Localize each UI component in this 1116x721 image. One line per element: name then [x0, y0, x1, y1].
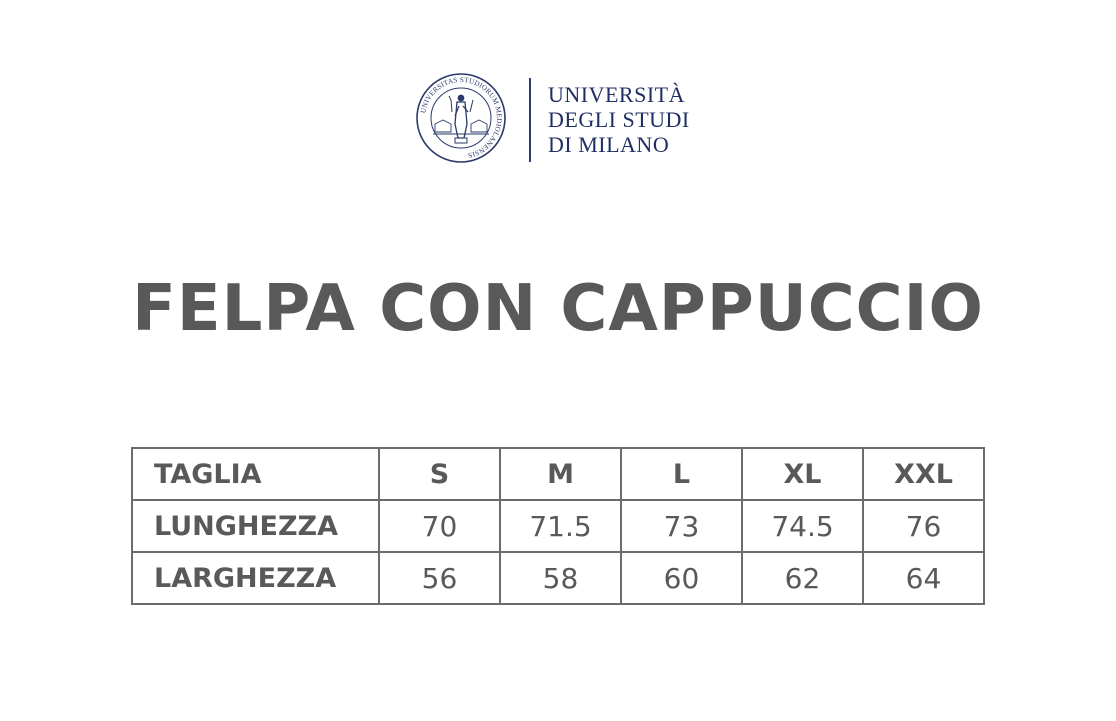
size-header-xxl: XXL: [863, 448, 984, 500]
university-name-line-1: UNIVERSITÀ: [548, 82, 685, 107]
table-row-larghezza: [132, 552, 984, 604]
size-chart-table: [131, 447, 985, 605]
seal-text: UNIVERSITAS STUDIORUM MEDIOLANENSIS: [419, 75, 504, 160]
table-cell: 62: [742, 552, 863, 604]
logo-divider: [529, 78, 531, 162]
row-label-larghezza: LARGHEZZA: [132, 552, 379, 604]
page-title: FELPA CON CAPPUCCIO: [132, 272, 984, 346]
table-cell: 76: [863, 500, 984, 552]
table-cell: 71.5: [500, 500, 621, 552]
table-cell: 70: [379, 500, 500, 552]
university-name: [548, 82, 690, 157]
table-row-lunghezza: [132, 500, 984, 552]
table-cell: 60: [621, 552, 742, 604]
size-header-l: L: [621, 448, 742, 500]
table-header-row: [132, 448, 984, 500]
university-seal-icon: [415, 72, 507, 164]
size-header-m: M: [500, 448, 621, 500]
table-cell: 64: [863, 552, 984, 604]
university-logo: [415, 72, 715, 164]
row-label-lunghezza: LUNGHEZZA: [132, 500, 379, 552]
size-header-s: S: [379, 448, 500, 500]
university-name-line-3: DI MILANO: [548, 132, 670, 157]
table-cell: 73: [621, 500, 742, 552]
header-label-cell: TAGLIA: [132, 448, 379, 500]
table-cell: 56: [379, 552, 500, 604]
table-cell: 58: [500, 552, 621, 604]
university-name-line-2: DEGLI STUDI: [548, 107, 690, 132]
table-cell: 74.5: [742, 500, 863, 552]
size-header-xl: XL: [742, 448, 863, 500]
